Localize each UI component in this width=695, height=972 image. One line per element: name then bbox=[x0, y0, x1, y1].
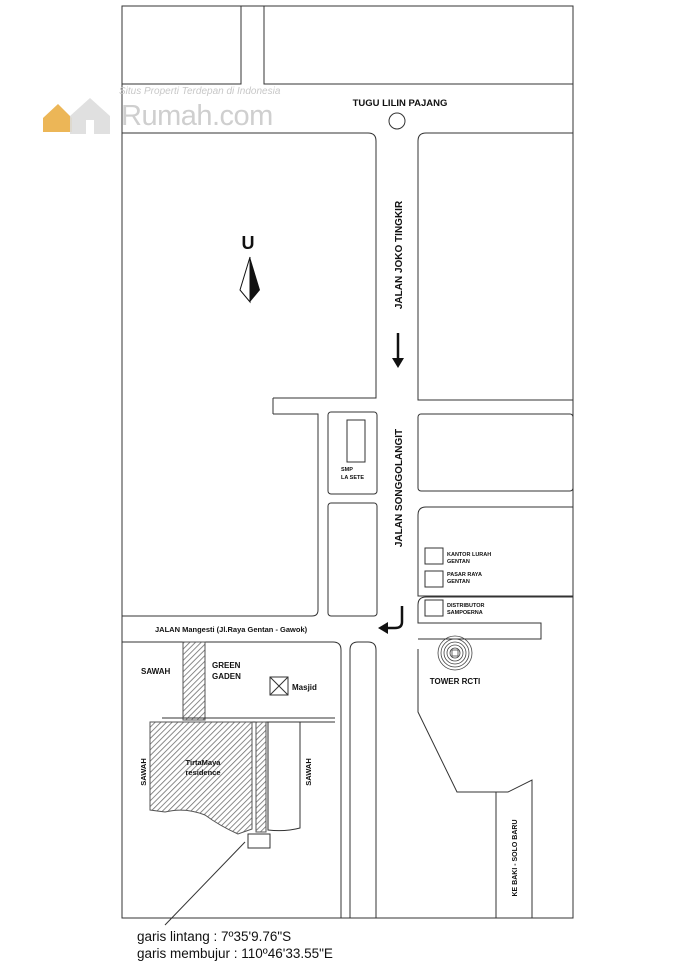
residence-road bbox=[256, 722, 266, 832]
tower-label: TOWER RCTI bbox=[429, 677, 481, 686]
block-east-lower bbox=[418, 507, 573, 596]
green-label-2: GADEN bbox=[212, 672, 241, 681]
sawah-label-east: SAWAH bbox=[304, 758, 313, 786]
songgolangit-label: JALAN SONGGOLANGIT bbox=[394, 428, 405, 548]
coordinate-pointer bbox=[165, 842, 245, 925]
sawah-label-top: SAWAH bbox=[141, 667, 171, 676]
distributor-label-1: DISTRIBUTOR bbox=[447, 603, 485, 609]
masjid-label: Masjid bbox=[292, 683, 317, 692]
tugu-label: TUGU LILIN PAJANG bbox=[352, 98, 448, 109]
green-gaden-road bbox=[183, 642, 205, 720]
compass-needle-left bbox=[240, 257, 250, 302]
side-street bbox=[122, 398, 318, 616]
tugu-roundabout bbox=[389, 113, 405, 129]
mangesti-label: JALAN Mangesti (Jl.Raya Gentan - Gawok) bbox=[155, 625, 308, 634]
joko-tingkir-label: JALAN JOKO TINGKIR bbox=[394, 200, 405, 310]
pasar-label-2: GENTAN bbox=[447, 579, 470, 585]
turn-arrow bbox=[378, 606, 402, 634]
pasar-label-1: PASAR RAYA bbox=[447, 572, 482, 578]
baki-label: KE BAKI - SOLO BARU bbox=[512, 819, 519, 897]
longitude-text: garis membujur : 110º46'33.55"E bbox=[137, 946, 333, 961]
south-arrow bbox=[392, 333, 404, 368]
compass bbox=[240, 233, 260, 302]
rumah-logo-icon bbox=[43, 98, 110, 134]
north-road bbox=[122, 6, 573, 84]
residence-label-1: TirtaMaya bbox=[185, 758, 221, 767]
pasar-building bbox=[425, 571, 443, 587]
south-main-road bbox=[350, 642, 376, 918]
tirtamaya-residence bbox=[150, 722, 252, 834]
compass-needle-right bbox=[250, 257, 260, 302]
residence-label-2: residence bbox=[185, 768, 221, 777]
residence-gate bbox=[248, 834, 270, 848]
watermark-tagline: Situs Properti Terdepan di Indonesia bbox=[119, 86, 281, 97]
tower-rcti-symbol bbox=[438, 636, 472, 670]
block-ne bbox=[418, 133, 573, 400]
compass-label: U bbox=[241, 233, 255, 253]
kantor-label-2: GENTAN bbox=[447, 559, 470, 565]
distributor-label-2: SAMPOERNA bbox=[447, 610, 483, 616]
smp-label-1: SMP bbox=[341, 467, 353, 473]
smp-label-2: LA SETE bbox=[341, 475, 365, 481]
distributor-building bbox=[425, 600, 443, 616]
smp-building bbox=[347, 420, 365, 462]
kantor-building bbox=[425, 548, 443, 564]
block-east-mid bbox=[418, 414, 573, 491]
watermark-brand: Rumah.com bbox=[121, 100, 273, 132]
block-distributor bbox=[418, 597, 573, 639]
sawah-label-west: SAWAH bbox=[139, 758, 148, 786]
residence-east-parcel bbox=[268, 722, 300, 831]
green-label-1: GREEN bbox=[212, 661, 241, 670]
masjid-cross bbox=[270, 677, 288, 695]
block-west-mid bbox=[328, 503, 377, 616]
block-smp bbox=[328, 412, 377, 494]
latitude-text: garis lintang : 7º35'9.76"S bbox=[137, 929, 292, 944]
kantor-label-1: KANTOR LURAH bbox=[447, 552, 492, 558]
